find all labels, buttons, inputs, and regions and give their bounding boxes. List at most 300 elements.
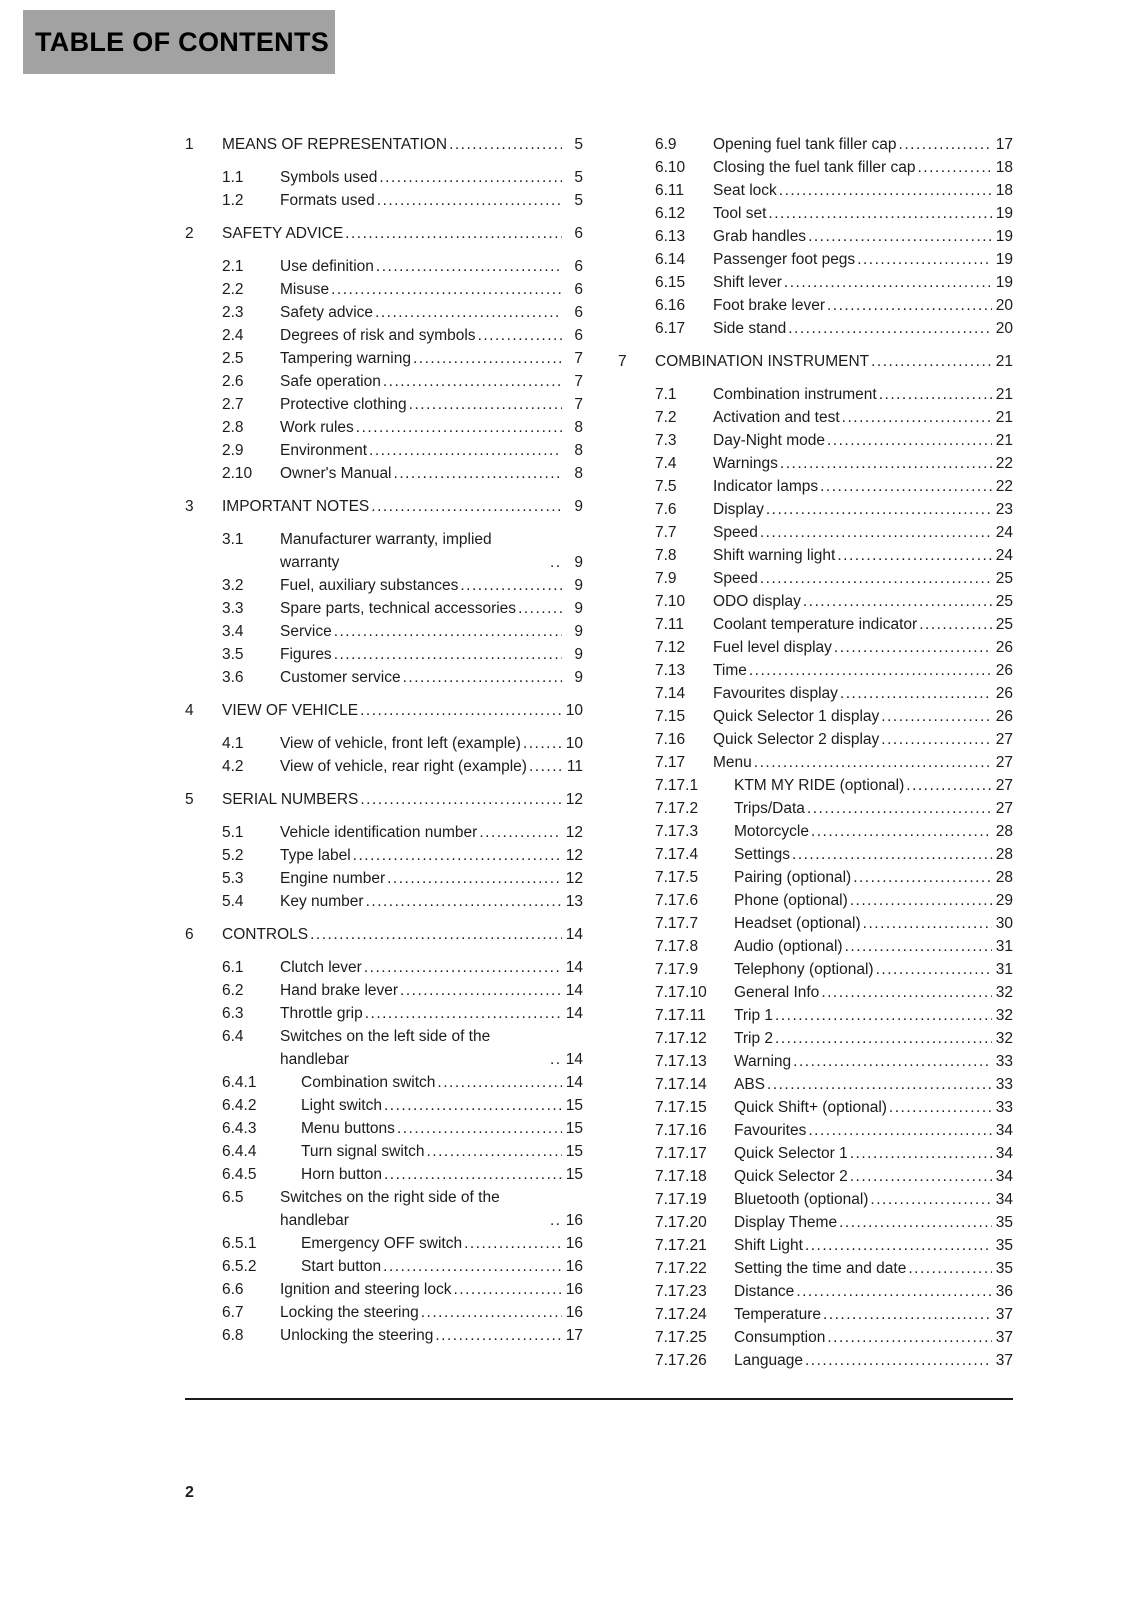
toc-entry-page: 5 [574, 169, 583, 186]
toc-dot-leader [387, 867, 562, 890]
toc-entry [185, 1117, 583, 1140]
toc-entry-number: 2.6 [222, 373, 244, 390]
toc-entry-number: 7.17 [655, 754, 686, 771]
toc-entry [618, 294, 1013, 317]
toc-entry [618, 1119, 1013, 1142]
toc-dot-leader [881, 705, 992, 728]
toc-entry-title: Grab handles [713, 228, 807, 245]
toc-entry-title: Display Theme [734, 1214, 838, 1231]
toc-entry-number: 7.13 [655, 662, 686, 679]
toc-entry-page: 19 [995, 251, 1013, 268]
toc-dot-leader [821, 981, 992, 1004]
toc-entry-title: Turn signal switch [301, 1143, 425, 1160]
toc-dot-leader [775, 1027, 992, 1050]
toc-entry-number: 1.2 [222, 192, 244, 209]
page-title: TABLE OF CONTENTS [35, 26, 330, 57]
toc-dot-leader [850, 889, 992, 912]
toc-dot-leader [413, 347, 562, 370]
toc-entry-title: Protective clothing [280, 396, 407, 413]
toc-entry [185, 1186, 583, 1232]
toc-entry-number: 7.17.18 [655, 1168, 707, 1185]
toc-entry-page: 5 [574, 136, 583, 153]
toc-dot-leader [366, 890, 562, 913]
toc-entry [185, 923, 583, 946]
toc-entry-page: 5 [574, 192, 583, 209]
toc-entry-number: 7.17.14 [655, 1076, 707, 1093]
toc-entry-number: 6.14 [655, 251, 686, 268]
toc-entry-page: 19 [995, 228, 1013, 245]
toc-dot-leader [377, 189, 562, 212]
toc-entry-title: Time [713, 662, 747, 679]
toc-entry-page: 14 [565, 959, 583, 976]
toc-entry-number: 6.3 [222, 1005, 244, 1022]
toc-entry-number: 2.5 [222, 350, 244, 367]
toc-entry-title: Use definition [280, 258, 374, 275]
toc-dot-leader [356, 416, 562, 439]
toc-entry-title: Quick Shift+ (optional) [734, 1099, 887, 1116]
toc-entry [185, 439, 583, 462]
toc-entry-page: 24 [995, 524, 1013, 541]
toc-entry [618, 406, 1013, 429]
toc-entry-title: Passenger foot pegs [713, 251, 856, 268]
toc-entry-page: 25 [995, 593, 1013, 610]
toc-dot-leader [421, 1301, 562, 1324]
toc-dot-leader [823, 1303, 992, 1326]
toc-entry-page: 15 [565, 1143, 583, 1160]
toc-dot-leader [334, 620, 562, 643]
toc-entry-page: 19 [995, 274, 1013, 291]
toc-dot-leader [518, 597, 562, 620]
toc-entry-title: Work rules [280, 419, 354, 436]
toc-entry-number: 6.5.1 [222, 1235, 257, 1252]
toc-entry-page: 16 [565, 1235, 583, 1252]
toc-dot-leader [334, 643, 562, 666]
toc-dot-leader [375, 301, 562, 324]
toc-entry [185, 1232, 583, 1255]
toc-dot-leader [331, 278, 562, 301]
toc-entry-title: Pairing (optional) [734, 869, 852, 886]
toc-dot-leader [857, 248, 992, 271]
toc-entry-number: 6.10 [655, 159, 686, 176]
toc-entry-page: 9 [574, 669, 583, 686]
toc-entry-title: Unlocking the steering [280, 1327, 434, 1344]
toc-entry-page: 35 [995, 1214, 1013, 1231]
toc-entry-title: Symbols used [280, 169, 378, 186]
toc-entry-number: 2.2 [222, 281, 244, 298]
toc-dot-leader [749, 659, 992, 682]
toc-entry-page: 25 [995, 570, 1013, 587]
toc-entry-number: 4 [185, 702, 194, 719]
toc-entry [618, 1050, 1013, 1073]
toc-entry-title: Opening fuel tank filler cap [713, 136, 897, 153]
toc-entry-title: Throttle grip [280, 1005, 363, 1022]
toc-entry [185, 324, 583, 347]
toc-dot-leader [834, 636, 992, 659]
toc-column-left [185, 133, 583, 1372]
toc-dot-leader [850, 1165, 992, 1188]
toc-dot-leader [805, 1234, 992, 1257]
toc-entry-number: 7.15 [655, 708, 686, 725]
toc-entry-title: Day-Night mode [713, 432, 825, 449]
toc-entry-page: 26 [995, 639, 1013, 656]
toc-entry [618, 797, 1013, 820]
toc-entry-number: 3.1 [222, 531, 244, 548]
toc-entry-page: 37 [995, 1329, 1013, 1346]
toc-entry [618, 1326, 1013, 1349]
toc-dot-leader [808, 1119, 992, 1142]
toc-entry-title: Type label [280, 847, 351, 864]
toc-dot-leader [784, 271, 992, 294]
toc-entry-number: 6.5.2 [222, 1258, 257, 1275]
toc-entry [618, 1211, 1013, 1234]
toc-entry-number: 6.16 [655, 297, 686, 314]
toc-entry-title: Owner's Manual [280, 465, 392, 482]
toc-entry-title: Language [734, 1352, 803, 1369]
toc-dot-leader [919, 613, 992, 636]
toc-dot-leader [360, 699, 562, 722]
page-header [23, 10, 335, 74]
toc-entry-page: 12 [565, 870, 583, 887]
toc-entry [618, 248, 1013, 271]
toc-entry-number: 6.6 [222, 1281, 244, 1298]
toc-entry-title: Switches on the right side of the handlebar [280, 1189, 500, 1229]
toc-entry-title: Fuel, auxiliary substances [280, 577, 459, 594]
toc-dot-leader [478, 324, 562, 347]
toc-entry-title: Quick Selector 2 display [713, 731, 880, 748]
toc-dot-leader [870, 1188, 992, 1211]
toc-dot-leader [464, 1232, 562, 1255]
toc-entry [185, 1140, 583, 1163]
toc-entry [185, 1002, 583, 1025]
toc-entry-page: 12 [565, 824, 583, 841]
toc-entry [618, 751, 1013, 774]
toc-entry [185, 732, 583, 755]
toc-dot-leader [437, 1071, 562, 1094]
toc-entry-page: 16 [565, 1304, 583, 1321]
toc-entry-page: 7 [574, 396, 583, 413]
toc-entry-title: Spare parts, technical accessories [280, 600, 517, 617]
toc-dot-leader [394, 462, 562, 485]
toc-dot-leader [767, 1073, 992, 1096]
toc-entry-title: KTM MY RIDE (optional) [734, 777, 905, 794]
toc-entry-title: Setting the time and date [734, 1260, 907, 1277]
toc-entry-title: Foot brake lever [713, 297, 825, 314]
toc-entry-number: 2.4 [222, 327, 244, 344]
toc-entry [185, 597, 583, 620]
toc-entry-number: 4.1 [222, 735, 244, 752]
toc-dot-leader [768, 202, 992, 225]
toc-entry-title: Settings [734, 846, 791, 863]
toc-dot-leader [550, 1209, 562, 1232]
toc-entry-title: Warnings [713, 455, 778, 472]
toc-entry-title: Distance [734, 1283, 795, 1300]
toc-entry-page: 7 [574, 350, 583, 367]
toc-entry-number: 7.17.24 [655, 1306, 707, 1323]
toc-entry-title: Temperature [734, 1306, 822, 1323]
toc-dot-leader [379, 166, 562, 189]
toc-entry-title: Key number [280, 893, 364, 910]
toc-entry-page: 16 [565, 1258, 583, 1275]
toc-dot-leader [876, 958, 992, 981]
toc-entry-title: Horn button [301, 1166, 382, 1183]
toc-entry-number: 7.17.3 [655, 823, 699, 840]
toc-entry-title: Audio (optional) [734, 938, 843, 955]
toc-entry-number: 7.17.19 [655, 1191, 707, 1208]
toc-dot-leader [837, 544, 992, 567]
toc-entry-number: 7.17.12 [655, 1030, 707, 1047]
toc-entry-number: 7.16 [655, 731, 686, 748]
toc-entry [618, 958, 1013, 981]
toc-entry [185, 890, 583, 913]
toc-entry-number: 5.3 [222, 870, 244, 887]
toc-entry-number: 5.4 [222, 893, 244, 910]
toc-entry [618, 383, 1013, 406]
toc-entry [185, 755, 583, 778]
toc-entry-title: Display [713, 501, 764, 518]
toc-entry-title: Start button [301, 1258, 382, 1275]
toc-dot-leader [871, 350, 992, 373]
toc-entry-page: 31 [995, 961, 1013, 978]
toc-entry-page: 34 [995, 1191, 1013, 1208]
toc-dot-leader [365, 1002, 562, 1025]
toc-entry-number: 7 [618, 353, 627, 370]
toc-entry-number: 6.4.3 [222, 1120, 257, 1137]
toc-entry-page: 9 [574, 623, 583, 640]
toc-entry-number: 6.4 [222, 1028, 244, 1045]
toc-entry [618, 133, 1013, 156]
toc-entry-number: 6.5 [222, 1189, 244, 1206]
toc-entry-number: 6 [185, 926, 194, 943]
toc-dot-leader [850, 1142, 992, 1165]
toc-entry-page: 14 [565, 982, 583, 999]
toc-entry-page: 18 [995, 182, 1013, 199]
toc-entry-title: Switches on the left side of the handlebar [280, 1028, 491, 1068]
toc-entry-number: 7.17.5 [655, 869, 699, 886]
toc-entry-page: 16 [565, 1281, 583, 1298]
toc-entry-page: 20 [995, 297, 1013, 314]
toc-dot-leader [839, 1211, 992, 1234]
toc-entry-title: ABS [734, 1076, 766, 1093]
toc-dot-leader [383, 370, 562, 393]
toc-dot-leader [879, 383, 992, 406]
toc-entry-title: MEANS OF REPRESENTATION [222, 136, 448, 153]
toc-entry [185, 979, 583, 1002]
toc-entry-number: 1.1 [222, 169, 244, 186]
toc-entry-number: 3.2 [222, 577, 244, 594]
toc-entry-page: 6 [574, 281, 583, 298]
toc-dot-leader [775, 1004, 992, 1027]
toc-entry [618, 889, 1013, 912]
toc-entry-page: 12 [565, 791, 583, 808]
toc-entry-title: Light switch [301, 1097, 382, 1114]
toc-entry-title: Shift warning light [713, 547, 836, 564]
toc-entry-page: 27 [995, 800, 1013, 817]
toc-entry-title: Favourites display [713, 685, 838, 702]
toc-entry [185, 347, 583, 370]
toc-dot-leader [453, 1278, 562, 1301]
toc-entry-page: 17 [565, 1327, 583, 1344]
toc-entry-page: 35 [995, 1237, 1013, 1254]
toc-entry-number: 4.2 [222, 758, 244, 775]
toc-entry [185, 133, 583, 156]
toc-entry [618, 1349, 1013, 1372]
toc-dot-leader [805, 1349, 992, 1372]
toc-entry-page: 26 [995, 662, 1013, 679]
toc-dot-leader [371, 495, 562, 518]
toc-entry-number: 7.17.6 [655, 892, 699, 909]
toc-dot-leader [845, 935, 992, 958]
toc-entry-number: 2.7 [222, 396, 244, 413]
toc-entry [618, 225, 1013, 248]
toc-entry [618, 843, 1013, 866]
toc-entry [618, 613, 1013, 636]
toc-entry-title: Closing the fuel tank filler cap [713, 159, 916, 176]
toc-entry-number: 2.10 [222, 465, 253, 482]
toc-entry [185, 844, 583, 867]
toc-dot-leader [881, 728, 992, 751]
toc-entry-title: Combination switch [301, 1074, 436, 1091]
toc-entry [185, 666, 583, 689]
toc-entry-page: 14 [565, 1051, 583, 1068]
toc-entry-number: 7.17.17 [655, 1145, 707, 1162]
toc-entry-page: 18 [995, 159, 1013, 176]
toc-entry [618, 567, 1013, 590]
toc-entry-title: Degrees of risk and symbols [280, 327, 476, 344]
toc-entry-number: 6.4.1 [222, 1074, 257, 1091]
toc-entry-title: Ignition and steering lock [280, 1281, 452, 1298]
toc-dot-leader [310, 923, 562, 946]
toc-entry-number: 7.17.10 [655, 984, 707, 1001]
toc-entry [618, 981, 1013, 1004]
toc-entry-page: 36 [995, 1283, 1013, 1300]
toc-entry-number: 3.6 [222, 669, 244, 686]
toc-column-right [618, 133, 1013, 1372]
toc-entry-number: 7.17.22 [655, 1260, 707, 1277]
toc-entry-title: Quick Selector 1 [734, 1145, 848, 1162]
toc-entry [618, 935, 1013, 958]
toc-entry-page: 15 [565, 1097, 583, 1114]
toc-entry-title: Clutch lever [280, 959, 362, 976]
toc-entry-number: 6.7 [222, 1304, 244, 1321]
toc-entry [618, 317, 1013, 340]
toc-entry-number: 7.17.23 [655, 1283, 707, 1300]
toc-dot-leader [766, 498, 992, 521]
toc-entry-page: 34 [995, 1122, 1013, 1139]
toc-entry [618, 1188, 1013, 1211]
toc-entry-number: 3.4 [222, 623, 244, 640]
toc-dot-leader [827, 429, 992, 452]
toc-dot-leader [803, 590, 992, 613]
toc-entry [618, 1096, 1013, 1119]
toc-entry [618, 1234, 1013, 1257]
toc-entry-page: 32 [995, 984, 1013, 1001]
toc-dot-leader [397, 1117, 562, 1140]
toc-entry [185, 255, 583, 278]
toc-entry-page: 9 [574, 498, 583, 515]
toc-entry-page: 23 [995, 501, 1013, 518]
toc-entry-title: SERIAL NUMBERS [222, 791, 359, 808]
toc-entry [618, 475, 1013, 498]
toc-entry-number: 6.9 [655, 136, 677, 153]
toc-entry-title: Bluetooth (optional) [734, 1191, 869, 1208]
toc-entry-title: Formats used [280, 192, 375, 209]
toc-columns [185, 133, 1013, 1372]
toc-entry-page: 21 [995, 386, 1013, 403]
toc-entry-page: 22 [995, 478, 1013, 495]
toc-entry-page: 34 [995, 1168, 1013, 1185]
toc-entry-number: 6.13 [655, 228, 686, 245]
toc-entry-page: 10 [565, 702, 583, 719]
toc-entry-number: 7.17.16 [655, 1122, 707, 1139]
toc-entry-page: 21 [995, 432, 1013, 449]
toc-entry-page: 9 [574, 646, 583, 663]
toc-entry-title: Trip 2 [734, 1030, 774, 1047]
toc-entry-number: 7.7 [655, 524, 677, 541]
toc-entry-number: 7.6 [655, 501, 677, 518]
toc-entry [185, 528, 583, 574]
toc-dot-leader [917, 156, 992, 179]
toc-entry-title: Favourites [734, 1122, 807, 1139]
toc-entry-number: 1 [185, 136, 194, 153]
toc-dot-leader [754, 751, 992, 774]
toc-entry-number: 5 [185, 791, 194, 808]
toc-entry-title: Shift lever [713, 274, 782, 291]
toc-dot-leader [369, 439, 562, 462]
toc-entry [185, 189, 583, 212]
toc-entry-title: Motorcycle [734, 823, 809, 840]
toc-entry-title: Engine number [280, 870, 386, 887]
toc-entry-title: SAFETY ADVICE [222, 225, 344, 242]
toc-entry-number: 2.8 [222, 419, 244, 436]
toc-entry-page: 27 [995, 777, 1013, 794]
toc-entry [618, 1073, 1013, 1096]
toc-entry-page: 37 [995, 1352, 1013, 1369]
toc-entry-number: 7.17.25 [655, 1329, 707, 1346]
toc-entry-number: 6.4.2 [222, 1097, 257, 1114]
toc-entry-title: Phone (optional) [734, 892, 848, 909]
toc-dot-leader [827, 294, 992, 317]
toc-dot-leader [376, 255, 562, 278]
page-number: 2 [185, 1484, 194, 1501]
toc-entry [618, 179, 1013, 202]
toc-dot-leader [360, 788, 562, 811]
toc-entry [618, 866, 1013, 889]
toc-entry-title: Activation and test [713, 409, 840, 426]
toc-entry-page: 28 [995, 823, 1013, 840]
toc-dot-leader [479, 821, 562, 844]
toc-entry-number: 7.17.7 [655, 915, 699, 932]
toc-entry-number: 5.1 [222, 824, 244, 841]
toc-entry-title: CONTROLS [222, 926, 309, 943]
toc-entry-number: 7.1 [655, 386, 677, 403]
toc-entry-number: 2.3 [222, 304, 244, 321]
toc-entry [618, 521, 1013, 544]
toc-entry-page: 32 [995, 1007, 1013, 1024]
toc-entry [185, 643, 583, 666]
toc-entry-title: Menu buttons [301, 1120, 395, 1137]
toc-entry-title: Vehicle identification number [280, 824, 478, 841]
toc-entry-number: 2.9 [222, 442, 244, 459]
toc-dot-leader [384, 1163, 562, 1186]
toc-entry-page: 33 [995, 1099, 1013, 1116]
toc-dot-leader [808, 225, 992, 248]
toc-entry-title: Environment [280, 442, 368, 459]
toc-entry [618, 682, 1013, 705]
toc-entry-title: Safe operation [280, 373, 381, 390]
footer-divider [185, 1398, 1013, 1400]
toc-entry-number: 7.17.4 [655, 846, 699, 863]
toc-entry-title: General Info [734, 984, 820, 1001]
